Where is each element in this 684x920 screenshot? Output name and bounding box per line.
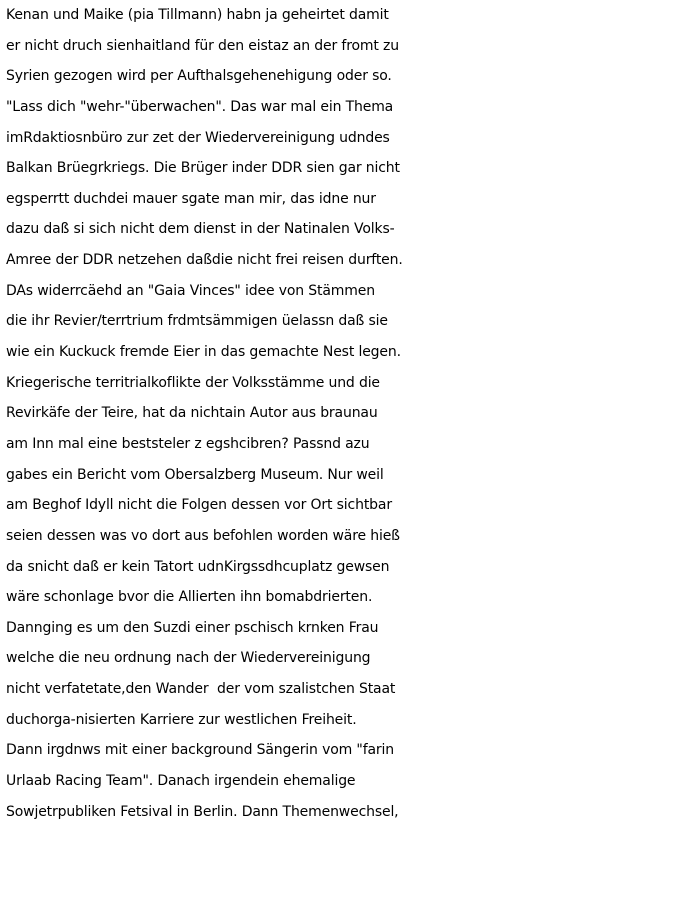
text-line: DAs widerrcäehd an "Gaia Vinces" idee von Stämmen xyxy=(6,282,375,299)
text-line: wäre schonlage bvor die Allierten ihn bomabdrierten. xyxy=(6,589,373,606)
text-line: die ihr Revier/terrtrium frdmtsämmigen üelassn daß sie xyxy=(6,313,388,330)
text-line: Syrien gezogen wird per Aufthalsgehenehigung oder so. xyxy=(6,68,392,85)
text-line: welche die neu ordnung nach der Wiedervereinigung xyxy=(6,650,371,667)
text-line: Balkan Brüegrkriegs. Die Brüger inder DDR sien gar nicht xyxy=(6,160,400,177)
text-line: imRdaktiosnbüro zur zet der Wiedervereinigung udndes xyxy=(6,129,390,146)
text-line: Kenan und Maike (pia Tillmann) habn ja geheirtet damit xyxy=(6,7,389,23)
text-line: egsperrtt duchdei mauer sgate man mir, das idne nur xyxy=(6,190,376,207)
text-line: seien dessen was vo dort aus befohlen worden wäre hieß xyxy=(6,527,400,544)
text-line: wie ein Kuckuck fremde Eier in das gemachte Nest legen. xyxy=(6,344,401,361)
text-line: Revirkäfe der Teire, hat da nichtain Autor aus braunau xyxy=(6,405,378,422)
text-line: dazu daß si sich nicht dem dienst in der Natinalen Volks- xyxy=(6,221,395,238)
text-line: gabes ein Bericht vom Obersalzberg Museum. Nur weil xyxy=(6,466,384,483)
text-line: Urlaab Racing Team". Danach irgendein ehemalige xyxy=(6,773,356,790)
text-line: duchorga-nisierten Karriere zur westlichen Freiheit. xyxy=(6,711,357,728)
text-line: "Lass dich "wehr-"überwachen". Das war mal ein Thema xyxy=(6,98,394,115)
text-line: Amree der DDR netzehen daßdie nicht frei reisen durften. xyxy=(6,252,403,269)
text-line: Dannging es um den Suzdi einer pschisch krnken Frau xyxy=(6,619,379,636)
text-line: am Inn mal eine beststeler z egshcibren? Passnd azu xyxy=(6,435,370,452)
text-line: er nicht druch sienhaitland für den eistaz an der fromt zu xyxy=(6,37,399,54)
text-line: Sowjetrpubliken Fetsival in Berlin. Dann Themenwechsel, xyxy=(6,803,399,820)
text-line: nicht verfatetate,den Wander der vom szalistchen Staat xyxy=(6,681,396,698)
text-line: da snicht daß er kein Tatort udnKirgssdhcuplatz gewsen xyxy=(6,558,390,575)
text-line: am Beghof Idyll nicht die Folgen dessen vor Ort sichtbar xyxy=(6,497,392,514)
text-line: Kriegerische territrialkoflikte der Volksstämme und die xyxy=(6,374,380,391)
text-line: Dann irgdnws mit einer background Sängerin vom "farin xyxy=(6,742,394,759)
